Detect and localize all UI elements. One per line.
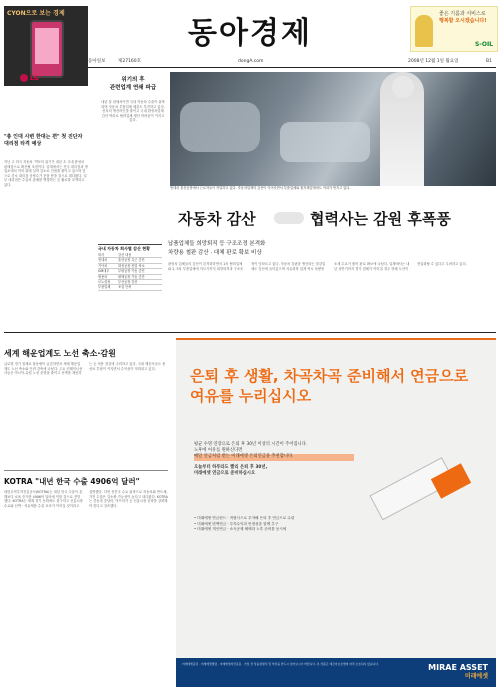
subheads (168, 240, 320, 258)
headline-part-a: 자동차 감산 (178, 210, 256, 228)
advert-maker: LG (30, 75, 39, 82)
left-headline: "총 인대 사변 한대는 편" 첫 진단자 대리점 타격 예상 (4, 134, 83, 147)
page-number: B1 (486, 59, 492, 64)
main-headline (170, 206, 496, 232)
crisis-box (98, 72, 168, 186)
headline-part-b: 협력사는 감원 후폭풍 (310, 210, 451, 228)
crisis-title: 위기의 후 관련업계 연쇄 파급 (109, 77, 157, 91)
headline-mark-icon (274, 212, 304, 224)
kotra-body: 대한무역투자진흥공사(KOTRA)는 내년 한국 수출이 올해보다 소폭 증가한 4906억 달러에 이를 것으로 전망했다. KOTRA는 세계 경기 둔화에도 불구하고 신흥시장 수요와 선박 · 석유제품 수출 호조가 이어질 것이라고 설명했다. 다만 선진국 수요 위축으로 자동차와 반도체, 가전 수출은 감소할 가능성이 높다고 내다봤다. KOTRA는 중동과 중남미, 아프리카 등 신흥시장 공략을 강화해야 한다고 강조했다. (4, 490, 168, 508)
photo-caption: 현대차 울산공장에서 근로자들이 작업하고 있다. 자동차업계의 감산이 이어지면서 부품업체와 원자재업계에도 여파가 번지고 있다. (170, 186, 351, 190)
shipping-body: 글로벌 경기 침체로 물동량이 급감하면서 세계 해운업계도 노선 축소와 인력 감축에 나섰다. 주요 컨테이너선사들은 아시아-유럽 노선 운항을 줄이고 선박을 계선하는 등 비용 절감에 주력하고 있다. 국내 해운사들도 용선료 부담이 커지면서 수익성이 악화되고 있다. (4, 362, 166, 376)
advert-disclaimer: 미래에셋증권 · 미래에셋생명 · 미래에셋자산운용 · 가입 전 상품설명서 및 약관을 반드시 읽어보시기 바랍니다. 본 상품은 예금자보호법에 따라 보호되지 않습니다. (182, 662, 379, 666)
advert-subcopy: 평균 수명 연장으로 은퇴 후 30년 이상의 시간이 주어집니다. 노후에 여유를 원하신다면 매달 연금처럼 받는 미래에셋 은퇴연금을 추천합니다. 오늘부터 하루라도 빨리 은퇴 후 30년, 미래에셋 연금으로 준비하십시오 (194, 442, 354, 477)
crisis-body: 내년 불 판매처이면 국내 자동차 수출이 위축되며 자동차 부품업체 매출도 부진하고 있다. 신차의 생산라인을 줄이고 국내 완성차업체 감산 여파로 협력업체 생산 어려움이 커지고 있다. (101, 100, 165, 123)
left-top-advert[interactable] (4, 6, 88, 86)
dateline (88, 58, 496, 66)
advert-headline: 은퇴 후 생활, 차곡차곡 준비해서 연금으로 여유를 누리십시오 (190, 367, 469, 405)
issue-date: 2008년 12월 1일 월요일 (408, 59, 459, 64)
attendant-image (415, 15, 433, 47)
mirae-asset-advert[interactable] (176, 338, 496, 687)
subhead-2: 차량용 철판 감산 · 대체 판로 확보 비상 (168, 250, 262, 256)
table-row: 회사 감산 내용 (98, 253, 162, 258)
issue-number: 제27160호 (118, 59, 142, 64)
phone-image (30, 20, 64, 78)
mirae-asset-logo[interactable]: MIRAE ASSET 미래에셋 (428, 663, 488, 680)
table-row: 부품업체 조업 단축 (98, 285, 162, 290)
advert-brand: CYON으로 보는 경제 (7, 10, 65, 17)
table-row: 르노삼성 부산공장 감산 (98, 280, 162, 285)
soil-logo: S-OIL (475, 41, 493, 48)
table-row: 현대차 울산공장 특근 중단 (98, 258, 162, 263)
masthead-title: 동아경제 (188, 16, 312, 51)
highlighter-pen-image (376, 464, 486, 564)
masthead-rule (88, 67, 496, 68)
left-body: 지난 주 미국 자동차 '빅3'의 위기가 내년 초 국내 완성차 판매점으로 확산될 조짐이다. 업계에서는 전국 대리점과 영업소에서 이미 판매 실적 감소로 인원을 줄이고 있으며 앞으로 중소 대리점 상당수가 문을 닫을 것으로 내다봤다. 일부 대리점은 수입차 판매를 병행하는 등 활로를 모색하고 있다. (4, 160, 88, 187)
table-row: GM대우 부평공장 가동 중단 (98, 269, 162, 274)
factory-photo (170, 72, 496, 186)
site-link[interactable]: dongA.com (238, 59, 264, 64)
advert-copy: 좋은 기름과 서비스로 행복할 오시겠습니다! (439, 11, 487, 24)
advert-footer (176, 658, 496, 687)
shipping-headline: 세계 해운업계도 노선 축소·감원 (4, 349, 116, 358)
right-top-advert[interactable] (410, 6, 498, 52)
table-row: 기아차 화성공장 잔업 축소 (98, 264, 162, 269)
middle-body: 완성차 업체들의 감산이 본격화하면서 1차 협력업체와 2, 3차 부품업체에 이르기까지 희망퇴직과 구조조정이 잇따르고 있다. 자동차 강판을 생산하는 철강업체도 감산에 들어갔으며 석유화학 업계 역시 차량용 소재 수요가 줄어 판로 확보에 나섰다. 업계에서는 내년 상반기까지 경기 침체가 이어질 경우 연쇄 도산이 현실화될 수 있다고 우려하고 있다. (168, 262, 467, 271)
table-row: 쌍용차 평택공장 가동 중단 (98, 275, 162, 280)
kotra-headline: KOTRA "내년 한국 수출 4906억 달러" (4, 477, 140, 486)
cut-table (98, 244, 162, 323)
lg-logo-icon (20, 74, 28, 82)
section-divider (4, 332, 496, 333)
advert-bullets: • 미래에셋 연금펀드 · 적립식으로 투자해 은퇴 후 연금으로 수령 • 미래에셋 변액연금 · 투자수익과 안정성을 함께 추구 • 미래에셋 개인연금 · 소득공제 혜택과 노후 준비를 동시에 (194, 516, 295, 532)
divider (4, 470, 168, 471)
section-name: 동아일보 (88, 59, 106, 64)
table-title: 국내 자동차 회사별 감산 현황 (98, 246, 150, 251)
subhead-1: 납품업체들 희망퇴직 등 구조조정 본격화 (168, 241, 266, 247)
